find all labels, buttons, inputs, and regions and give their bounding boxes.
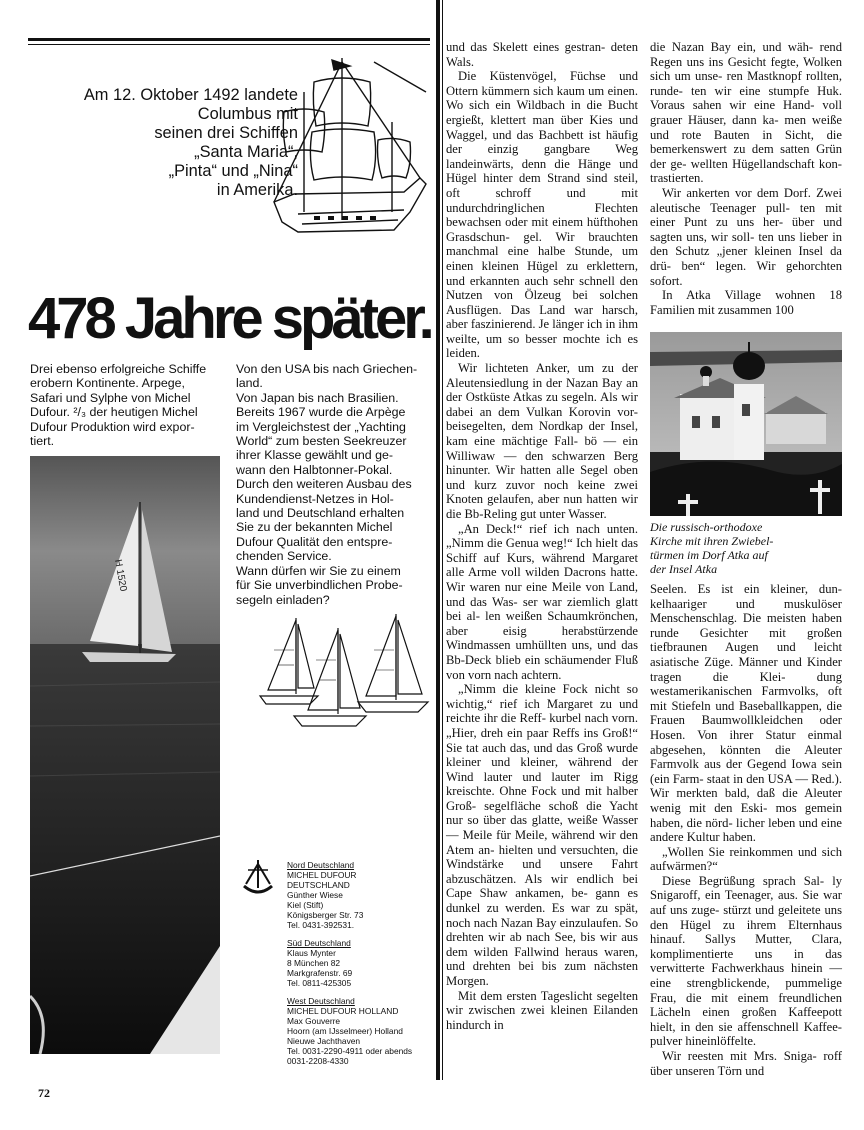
text-line: Von den USA bis nach Griechen- — [236, 362, 418, 376]
text-line: für Sie unverbindlichen Probe- — [236, 578, 403, 593]
dufour-logo — [238, 858, 278, 898]
text-line: im Vergleichstest der „Yachting — [236, 419, 406, 434]
text-line: Safari und Sylphe von Michel — [30, 390, 191, 405]
address-block-west — [287, 996, 437, 1066]
caption-line: Kirche mit ihren Zwiebel- — [650, 534, 774, 548]
intro-line: seinen drei Schiffen — [154, 124, 298, 142]
text-line: Drei ebenso erfolgreiche Schiffe — [30, 362, 207, 376]
ad-headline: 478 Jahre später. — [28, 286, 431, 351]
address-heading: Süd Deutschland — [287, 938, 351, 948]
text-line: tiert. — [30, 434, 55, 449]
text-line: erobern Kontinente. Arpege, — [30, 376, 185, 391]
text-line: World“ zum besten Seekreuzer — [236, 434, 407, 449]
address-block-south — [287, 938, 437, 988]
article-column-1 — [446, 40, 638, 1032]
caption-line: türmen im Dorf Atka auf — [650, 548, 768, 562]
text-line: land. — [236, 376, 263, 391]
caption-line: Die russisch-orthodoxe — [650, 520, 763, 534]
address-line: Günther Wiese — [287, 890, 343, 900]
address-line: MICHEL DUFOUR — [287, 870, 357, 880]
paragraph: Wir ankerten vor dem Dorf. Zwei aleutische Teenager pull- ten mit einer Punt zu uns her- über und sagten uns, wir soll- ten uns lieber in den Schutz „jener kleinen Insel da drü- ben“ legen. Wir gehorchten sofort. — [650, 185, 842, 288]
caption-line: der Insel Atka — [650, 562, 718, 576]
address-line: Markgrafenstr. 69 — [287, 968, 353, 978]
three-yachts-illustration — [254, 610, 434, 740]
paragraph: „An Deck!“ rief ich nach unten. „Nimm die Genua weg!“ Ich hielt das Schiff auf Kurs, während Margaret alle Arme voll wilden Dacrons hatte. Wir waren nur eine Meile von Land, und das Was- ser war ziemlich glatt bei al- len weißen Schaumkrönchen, aber eisig herabstürzende Windmassen umhüllten uns, und das Bb-Deck blieb ein schäumender Fluß von vorn nach achtern. — [446, 521, 638, 682]
sail-number: H 1520 — [112, 558, 129, 593]
top-rule-thin — [28, 44, 430, 45]
text-line: Sie zu der bekannten Michel — [236, 520, 393, 535]
article-column-2-bottom — [650, 582, 842, 1078]
text-line: land und Deutschland erhalten — [236, 506, 405, 521]
intro-line: „Santa Maria“, — [194, 143, 298, 161]
intro-line: „Pinta“ und „Nina“ — [168, 162, 298, 180]
address-heading: West Deutschland — [287, 996, 355, 1006]
address-line: Nieuwe Jachthaven — [287, 1036, 361, 1046]
paragraph: Mit dem ersten Tageslicht segelten wir zwischen zwei kleinen Eilanden hindurch in — [446, 988, 638, 1032]
paragraph: und das Skelett eines gestran- deten Wals. — [446, 40, 638, 69]
column-divider-thin — [442, 0, 443, 1080]
text-line: Dufour Qualität den entspre- — [236, 534, 393, 549]
paragraph: Wir lichteten Anker, um zu der Aleutensiedlung in der Nazan Bay an der Ostküste Atkas zu segeln. Als wir dabei an dem Vulkan Korovin vor- beisegelten, dem Nordkap der Insel, kam eine mächtige Fall- bö — ein Williwaw — den schwarzen Berg hinunter. Wir hatten alle Segel oben und kurz zuvor noch keine zwei Knoten gelaufen, aber nun hatten wir die Bb-Reling gut unter Wasser. — [446, 361, 638, 521]
page-number: 72 — [38, 1086, 50, 1100]
photo-caption — [650, 520, 842, 576]
article-column-2-top — [650, 40, 842, 317]
text-line: Dufour Produktion wird expor- — [30, 419, 195, 434]
text-line: Wann dürfen wir Sie zu einem — [236, 563, 401, 578]
paragraph: „Wollen Sie reinkommen und sich aufwärmen?“ — [650, 844, 842, 874]
text-line: ihrer Klasse gewählt und ge- — [236, 448, 394, 463]
intro-line: Am 12. Oktober 1492 landete — [83, 86, 298, 104]
text-line: Durch den weiteren Ausbau des — [236, 477, 412, 492]
text-line: Bereits 1967 wurde die Arpège — [236, 405, 406, 420]
paragraph: Die Küstenvögel, Füchse und Ottern kümmern sich kaum um einen. Wo sich ein Wildbach in die Bucht ergießt, klettert man über Kies und Waggel, und das Bachbett ist häufig der einzig gangbare Weg landeinwärts, denn die Hänge und Hügel hinter dem Strand sind steil, oft schroff und mit undurchdringlichen Flechten bewachsen oder mit einem hüfthohen Grasdschun- gel. Wir brauchten manchmal eine halbe Stunde, um einen kleinen Hügel zu erklettern, und erkannten auch sehr schnell den Nutzen von Ölzeug bei solchen Ausflügen. Das Land war harsch, aber faszinierend. Je länger ich in ihm weilte, um so besser mochte ich es leiden. — [446, 69, 638, 361]
ad-right-paragraph — [236, 362, 434, 607]
address-line: Max Gouverre — [287, 1016, 341, 1026]
address-line: MICHEL DUFOUR HOLLAND — [287, 1006, 399, 1016]
address-line: DEUTSCHLAND — [287, 880, 350, 890]
paragraph: die Nazan Bay ein, und wäh- rend Regen uns ins Gesicht fegte, Wolken sich um unse- ren Mastknopf rollten, runde- ten wir eine stumpfe Huk. Voraus sahen wir eine Hand- voll grauer Häuser, dann ka- men weiße und rote Bauten in Sicht, die bemerkenswert zu dem satten Grün der ge- wellten Hügellandschaft kon- trastierten. — [650, 40, 842, 186]
top-rule — [28, 38, 430, 41]
address-line: 8 München 82 — [287, 958, 341, 968]
address-line: Tel. 0031-2290-4911 oder abends — [287, 1046, 413, 1056]
address-line: Kiel (Stift) — [287, 900, 324, 910]
caravel-illustration — [254, 52, 430, 250]
sailboat-photo — [30, 456, 220, 1054]
address-line: Tel. 0431-392531. — [287, 920, 355, 930]
text-line: Dufour. ²/₃ der heutigen Michel — [30, 405, 198, 420]
paragraph: Wir reesten mit Mrs. Sniga- roff über unseren Törn und — [650, 1049, 842, 1078]
dealer-addresses — [287, 860, 437, 1066]
address-block-north — [287, 860, 437, 930]
intro-line: in Amerika. — [216, 181, 298, 199]
text-line: Von Japan bis nach Brasilien. — [236, 390, 399, 405]
address-line: Tel. 0811-425305 — [287, 978, 352, 988]
church-photo — [650, 332, 842, 516]
text-line: segeln einladen? — [236, 592, 330, 607]
text-line: chenden Service. — [236, 549, 332, 564]
text-line: wann den Halbtonner-Pokal. — [236, 462, 393, 477]
paragraph: „Nimm die kleine Fock nicht so wichtig,“ rief ich Margaret zu und reichte ihr die Reff- kurbel nach vorn. „Hier, dreh ein paar Reffs ins Groß!“ Sie tat auch das, und das Groß wurde kleiner und kleiner, während der Wind lauter und lauter im Rigg kreischte. Ohne Fock und mit halber Groß- segelfläche schoß die Yacht nur so über das glatte, weiße Wasser — Meile für Meile, während wir den Atem an- hielten und versuchten, die Windstärke und unsere Fahrt abzuschätzen. Als wir endlich bei Cape Shaw ankamen, be- gann es dunkel zu werden. Es war zu spät, noch nach Nazan Bay einzulaufen. So drehten wir ab nach See, bis wir aus dem wilden Fallwind heraus waren, und drehten bei bis zum nächsten Morgen. — [446, 682, 638, 988]
address-line: Hoorn (am IJsselmeer) Holland — [287, 1026, 403, 1036]
address-heading: Nord Deutschland — [287, 860, 355, 870]
paragraph: Seelen. Es ist ein kleiner, dun- kelhaariger und muskulöser Menschenschlag. Die meisten haben runde Gesichter mit großen tiefbraunen Augen und leicht asiatische Züge. Männer und Kinder tragen die Klei- dung westamerikanischen Farmvolks, oft mit Stiefeln und Baseballkappen, die Frauen Baumwollkleidchen oder Hosen. Von ihrer Statur einmal abgesehen, könnten die Aleuter Farmvolk aus der Gegend Iowa sein (ein Farm- staat in den USA — Red.). Wir merkten bald, daß die Aleuter wenig mit den Eski- mos gemein haben, die nörd- licher leben und eine andere Kultur haben. — [650, 582, 842, 845]
address-line: Königsberger Str. 73 — [287, 910, 364, 920]
ad-left-paragraph — [30, 362, 230, 448]
paragraph: Diese Begrüßung sprach Sal- ly Snigaroff, ein Teenager, aus. Sie war auf uns zuge- stürzt und geleitete uns den Hügel zu ihrem Elternhaus hinauf. Sallys Mutter, Clara, komplimentierte uns in das verwitterte Fachwerkhaus hinein — eine strengblickende, pummelige Frau, die mit einem freundlichen Lächeln einen großen Kaffeepott hielt, in den sie affenschnell Kaffee- pulver hineinlöffelte. — [650, 873, 842, 1049]
paragraph: In Atka Village wohnen 18 Familien mit zusammen 100 — [650, 288, 842, 317]
intro-line: Columbus mit — [197, 105, 298, 123]
address-line: Klaus Mynter — [287, 948, 336, 958]
text-line: Kundendienst-Netzes in Hol- — [236, 491, 394, 506]
address-line: 0031-2208-4330 — [287, 1056, 349, 1066]
